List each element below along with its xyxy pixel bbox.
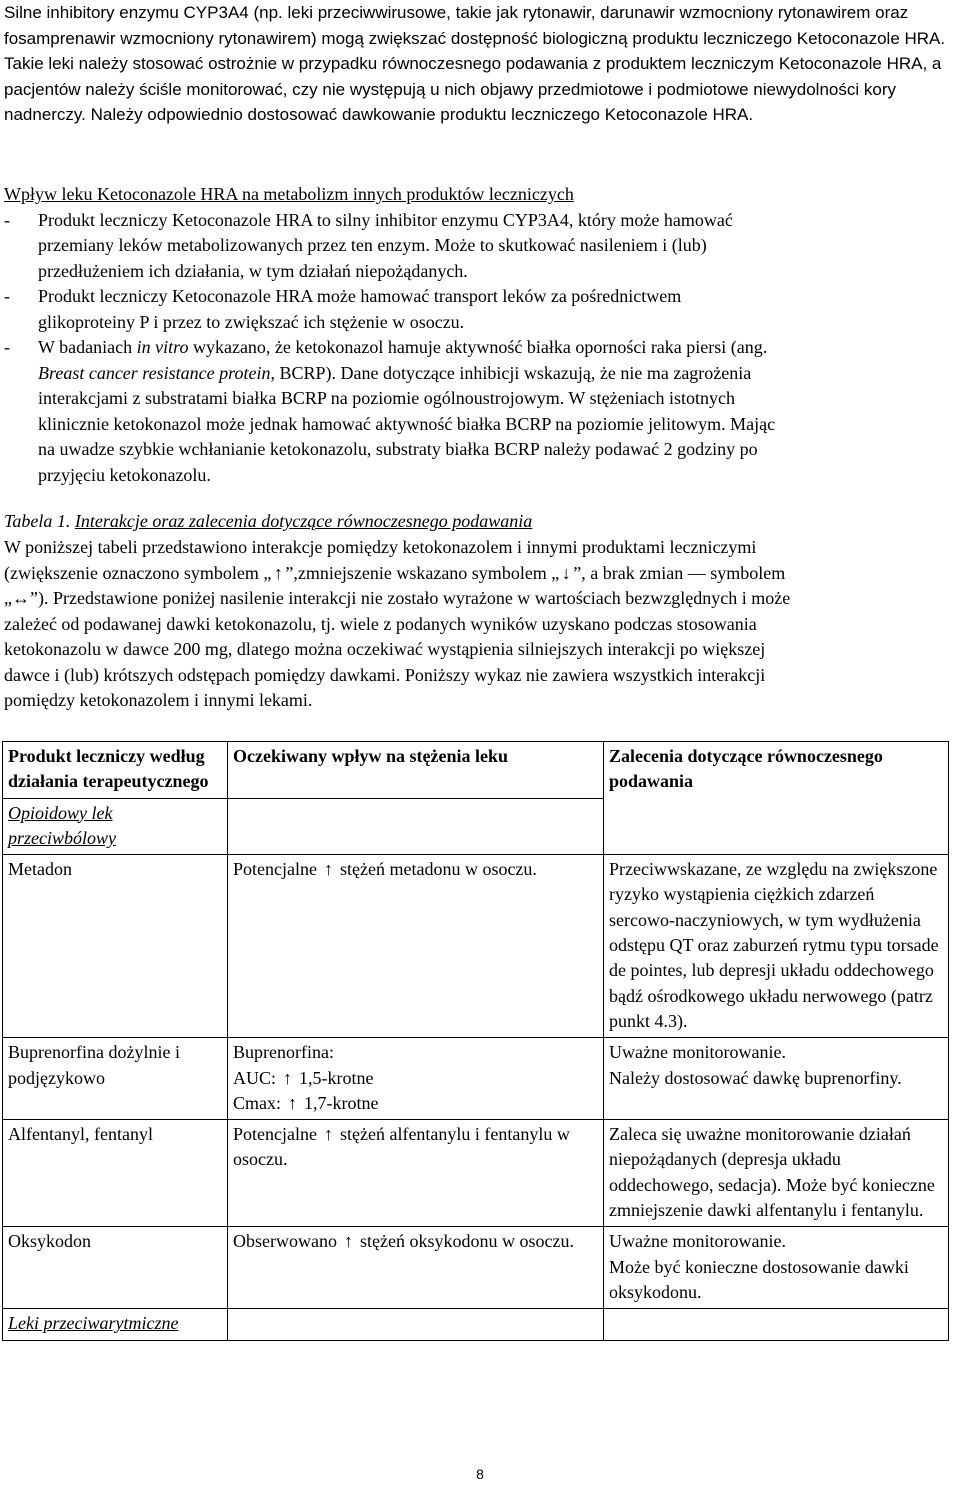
arrow-up-icon: ↑: [323, 1124, 333, 1145]
table-row: [3, 1038, 949, 1120]
bullet-line: klinicznie ketokonazol może jednak hamować aktywność białka BCRP na poziomie jelitowym. Mając: [38, 413, 776, 434]
bullet-line: Produkt leczniczy Ketoconazole HRA może hamować transport leków za pośrednictwem: [38, 286, 682, 306]
effect-text: Buprenorfina:: [233, 1042, 334, 1063]
arrow-up-icon: ↑: [288, 1092, 297, 1113]
bullet-dash: -: [4, 286, 10, 306]
bullet-dash: -: [4, 337, 10, 357]
arrow-down-icon: ↓: [561, 562, 571, 583]
table-caption-prefix: Tabela 1.: [4, 511, 71, 531]
interactions-table: [2, 741, 949, 1341]
header-recommendation: Zalecenia dotyczące równoczesnego podawania: [604, 742, 949, 855]
intro-sentence-2: Takie leki należy stosować ostrożnie w przypadku równoczesnego podawania z produktem leczniczym Ketoconazole HRA, a pacjentów należy ściśle monitorować, czy nie występują u nich objawy przedmiotowe i podmiotowe niewydolności kory nadnerczy. Należy odpowiednio dostosować dawkowanie produktu leczniczego Ketoconazole HRA.: [4, 54, 942, 124]
bullet-line: glikoproteiny P i przez to zwiększać ich stężenie w osoczu.: [38, 311, 465, 332]
interaction-section: [4, 182, 956, 488]
bullet-line: przedłużeniem ich działania, w tym działań niepożądanych.: [38, 260, 468, 281]
section-heading: Wpływ leku Ketoconazole HRA na metabolizm innych produktów leczniczych: [4, 184, 574, 204]
intro-sentence-1: Silne inhibitory enzymu CYP3A4 (np. leki przeciwwirusowe, takie jak rytonawir, darunawir wzmocniony rytonawirem oraz fosamprenawir wzmocniony rytonawirem) mogą zwiększać dostępność biologiczną produktu leczniczego Ketoconazole HRA.: [4, 3, 946, 48]
effect-text: stężeń metadonu w osoczu.: [335, 859, 537, 880]
effect-cell: [228, 1120, 604, 1227]
bullet-item: [4, 335, 956, 488]
product-cell: Oksykodon: [3, 1227, 228, 1309]
table-row: [3, 1227, 949, 1309]
page-number: 8: [476, 1466, 484, 1482]
category-opioid: Opioidowy lek przeciwbólowy: [3, 798, 228, 855]
effect-text: stężeń alfentanylu i fentanylu w osoczu.: [233, 1124, 570, 1170]
effect-line: [233, 1091, 599, 1116]
arrow-up-icon: ↑: [343, 1231, 353, 1252]
effect-text: 1,7-krotne: [299, 1092, 379, 1113]
table-category-row: [3, 1309, 949, 1340]
arrow-up-icon: ↑: [283, 1067, 293, 1088]
effect-cell: [228, 1227, 604, 1309]
intro-paragraph: [4, 0, 956, 128]
table-intro-text: ”, a brak zmian — symbolem: [573, 562, 786, 583]
effect-text: Cmax:: [233, 1092, 286, 1113]
header-effect: Oczekiwany wpływ na stężenia leku: [228, 742, 604, 799]
bullet-line: przemiany leków metabolizowanych przez ten enzym. Może to skutkować nasileniem i (lub): [38, 235, 707, 255]
empty-cell: [228, 798, 604, 855]
effect-text: Potencjalne: [233, 859, 322, 880]
recommendation-text: Należy dostosować dawkę buprenorfiny.: [609, 1067, 902, 1088]
table-intro-text: ”,zmniejszenie wskazano symbolem „: [285, 562, 560, 583]
table-caption: [4, 509, 956, 535]
recommendation-cell: Przeciwwskazane, ze względu na zwiększone ryzyko wystąpienia ciężkich zdarzeń sercowo-naczyniowych, w tym wydłużenia odstępu QT oraz zaburzeń rytmu typu torsade de pointes, lub depresji układu oddechowego bądź ośrodkowego układu nerwowego (patrz punkt 4.3).: [604, 855, 949, 1038]
recommendation-cell: [604, 1227, 949, 1309]
product-cell: Buprenorfina dożylnie i podjęzykowo: [3, 1038, 228, 1120]
bullet-text: W badaniach: [38, 337, 137, 357]
recommendation-text: Uważne monitorowanie.: [609, 1231, 786, 1252]
table-intro-line: pomiędzy ketokonazolem i innymi lekami.: [4, 690, 313, 710]
table-intro-line: [4, 561, 956, 587]
effect-cell: [228, 1038, 604, 1120]
bullet-italic-term: in vitro: [136, 337, 189, 357]
arrow-up-icon: ↑: [323, 859, 333, 880]
table-intro-line: dawce i (lub) krótszych odstępach pomiędzy dawkami. Poniższy wykaz nie zawiera wszystkich interakcji: [4, 664, 766, 685]
table-header-row: [3, 742, 949, 799]
bullet-text: , BCRP). Dane dotyczące inhibicji wskazują, że nie ma zagrożenia: [270, 362, 752, 383]
bullet-line: na uwadze szybkie wchłanianie ketokonazolu, substraty białka BCRP należy podawać 2 godziny po: [38, 439, 758, 459]
recommendation-cell: [604, 1038, 949, 1120]
bullet-line: przyjęciu ketokonazolu.: [38, 464, 211, 485]
table-intro-text: (zwiększenie oznaczono symbolem „: [4, 562, 272, 583]
bullet-dash: -: [4, 209, 10, 230]
bullet-text: wykazano, że ketokonazol hamuje aktywność białka oporności raka piersi (ang.: [188, 337, 768, 357]
category-antiarrhythmic: Leki przeciwarytmiczne: [3, 1309, 228, 1340]
effect-text: Potencjalne: [233, 1124, 322, 1145]
recommendation-text: Może być konieczne dostosowanie dawki oksykodonu.: [609, 1256, 909, 1302]
empty-cell: [604, 1309, 949, 1340]
table-row: [3, 1120, 949, 1227]
table-intro-paragraph: [4, 535, 956, 714]
recommendation-text: Uważne monitorowanie.: [609, 1042, 786, 1063]
table-intro-line: [4, 586, 956, 612]
effect-text: stężeń oksykodonu w osoczu.: [355, 1231, 574, 1252]
bullet-line: Produkt leczniczy Ketoconazole HRA to silny inhibitor enzymu CYP3A4, który może hamować: [38, 209, 733, 230]
table-intro-line: zależeć od podawanej dawki ketokonazolu, tj. wiele z podanych wyników uzyskano podczas stosowania: [4, 613, 757, 634]
bullet-line: interakcjami z substratami białka BCRP na poziomie ogólnoustrojowym. W stężeniach istotnych: [38, 388, 736, 408]
table-intro-text: „: [4, 588, 12, 608]
bullet-item: [4, 284, 956, 335]
effect-line: [233, 1066, 599, 1091]
header-product: Produkt leczniczy według działania terapeutycznego: [3, 742, 228, 799]
table-intro-line: ketokonazolu w dawce 200 mg, dlatego można oczekiwać wystąpienia silniejszych interakcji po większej: [4, 639, 766, 659]
product-cell: Metadon: [3, 855, 228, 1038]
arrow-left-right-icon: ↔: [12, 588, 30, 608]
table-row: [3, 855, 949, 1038]
arrow-up-icon: ↑: [273, 562, 283, 583]
product-cell: Alfentanyl, fentanyl: [3, 1120, 228, 1227]
bullet-line: [38, 335, 956, 361]
effect-cell: [228, 855, 604, 1038]
bullet-item: [4, 208, 956, 285]
table-caption-title: Interakcje oraz zalecenia dotyczące równoczesnego podawania: [74, 511, 533, 531]
effect-text: 1,5-krotne: [294, 1067, 374, 1088]
table-intro-line: W poniższej tabeli przedstawiono interakcje pomiędzy ketokonazolem i innymi produktami leczniczymi: [4, 537, 757, 557]
bullet-line: [38, 361, 956, 387]
effect-text: AUC:: [233, 1067, 281, 1088]
table-intro-text: ”). Przedstawione poniżej nasilenie interakcji nie zostało wyrażone w wartościach bezwzględnych i może: [30, 588, 791, 608]
recommendation-cell: Zaleca się uważne monitorowanie działań niepożądanych (depresja układu oddechowego, sedacja). Może być konieczne zmniejszenie dawki alfentanylu i fentanylu.: [604, 1120, 949, 1227]
effect-text: Obserwowano: [233, 1231, 342, 1252]
empty-cell: [228, 1309, 604, 1340]
bullet-italic-term: Breast cancer resistance protein: [38, 362, 271, 383]
